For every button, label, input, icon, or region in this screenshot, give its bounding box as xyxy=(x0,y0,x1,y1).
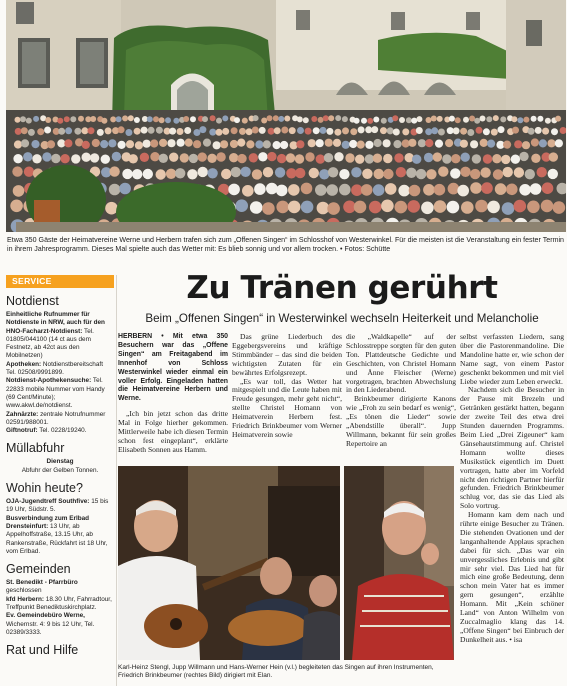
article-paragraph: Das grüne Liederbuch des Eggebergsvereins und kräftige Stimmbänder – das sind die beiden wichtigsten Zutaten für ein bewährtes Erfolgsrezept. xyxy=(232,332,342,377)
muellabfuhr-heading: Müllabfuhr xyxy=(6,441,65,456)
gemeinden-heading: Gemeinden xyxy=(6,562,71,577)
article-paragraph: die „Waldkapelle“ auf der Schlosstreppe sorgten für den guten Ton. Plattdeutsche Gedichte und Geschichten, von Christel Homann und Änne Fleischer (Werne) vorgetragen, brachten Abwechslung in den Liederabend. xyxy=(346,332,456,395)
article-subhead: Beim „Offenen Singen“ in Westerwinkel wechseln Heiterkeit und Melancholie xyxy=(145,312,539,325)
musicians-photo-caption: Karl-Heinz Stengl, Jupp Willmann und Hans-Werner Hein (v.l.) begleiteten das Singen auf ihren Instrumenten, Friedrich Brinkbeumer (rechtes Bild) dirigiert mit Elan. xyxy=(118,664,434,680)
article-paragraph: Brinkbeumer dirigierte Kanons wie „Froh zu sein bedarf es wenig“, „Es tönen die Lieder“ sowie „Abendstille überall“. Jupp Willmann, bekannt für sein großes Repertoire an xyxy=(346,394,456,448)
service-label: SERVICE xyxy=(6,275,114,288)
article-paragraph: Homann kam dem nach und rührte einige Besucher zu Tränen. Die stehenden Ovationen und der langanhaltende Applaus sprachen dabei für sich. „Das war ein unvergessliches Erlebnis und gibt mir sehr viel. Das Lied hat für mich eine große Bedeutung, denn schon mein Vater hat es immer gern gesungen“, erzählte Homann. Mit „Kein schöner Land“ von Anton Wilhelm von Zuccalmaglio klang das 14. „Offene Singen“ bei Einbruch der Dunkelheit aus. • isa xyxy=(460,510,564,644)
wohin-heute-heading: Wohin heute? xyxy=(6,481,83,496)
conductor-photo xyxy=(344,466,454,660)
wohin-heute-text: OJA-Jugendtreff Southfive: 15 bis 19 Uhr, Südstr. 5. Busverbindung zum Erlbad Drensteinfurt: 13 Uhr, ab Appelhoffstraße, 13.15 Uhr, ab Rankenstraße, Rückfahrt ist 18 Uhr, vom Erlbad. xyxy=(6,498,109,555)
gemeinden-text: St. Benedikt - Pfarrbüro geschlossen kfd Herbern: 18.30 Uhr, Fahrradtour, Treffpunkt Benediktuskirchplatz. Ev. Gemeindebüro Werne, Wichernstr. 4: 9 bis 12 Uhr, Tel. 02389/3333. xyxy=(6,579,112,636)
article-column-2 xyxy=(232,333,342,440)
article-column-4 xyxy=(460,333,564,686)
musicians-photo xyxy=(118,466,340,660)
notdienst-heading: Notdienst xyxy=(6,294,59,308)
column-divider xyxy=(116,275,117,686)
article-paragraph: „Ich bin jetzt schon das dritte Mal in Folge hierher gekommen. Mittlerweile habe ich diesen Termin schon fest eingeplant“, erklärte Elisabeth Sonnen aus Hamm. xyxy=(118,409,228,454)
muellabfuhr-text: Dienstag Abfuhr der Gelben Tonnen. xyxy=(21,458,99,474)
article-lead: HERBERN • Mit etwa 350 Besuchern war das „Offene Singen“ am Freitagabend im Innenhof von Schloss Westerwinkel wieder einmal ein voller Erfolg. Eingeladen hatten die Heimatvereine Herbern und Werne. xyxy=(118,333,228,403)
rat-und-hilfe-heading: Rat und Hilfe xyxy=(6,643,79,658)
article-headline: Zu Tränen gerührt xyxy=(186,270,498,306)
service-sidebar xyxy=(6,275,114,686)
main-photo-caption: Etwa 350 Gäste der Heimatvereine Werne und Herbern trafen sich zum „Offenen Singen“ im Schlosshof von Westerwinkel. Für die meisten ist die Veranstaltung ein fester Termin in ihrem Jahresprogramm. Dieses Mal spielte auch das Wetter mit: Es blieb sonnig und vor allem trocken. • Fotos: Schütte xyxy=(7,236,564,253)
article-column-3 xyxy=(346,333,456,449)
article-paragraph: „Es war toll, das Wetter hat mitgespielt und die Leute haben mit Freude gesungen, mehr geht nicht“, stellte Christel Homann von Heimatverein Herbern fest. Friedrich Brinkbeumer vom Werner Heimatverein sowie xyxy=(232,376,342,439)
notdienst-text: Einheitliche Rufnummer für Notdienste in NRW, auch für den HNO-Facharzt-Notdienst: Tel. 01805/044100 (14 ct aus dem Festnetz, ab 42ct aus den Mobilnetzen) Apotheken: Notdienstbereitschaft Tel. 02508/9991899. Notdienst-Apothekensuche: Tel. 22833 mobile Nummer vom Handy (69 Cent/Minute); www.akwl.de/notdienst. Zahnärzte: zentrale Notrufnummer 02591/988001. Giftnotruf: Tel. 0228/19240. xyxy=(6,311,106,435)
article-paragraph: Nachdem sich die Besucher in der Pause mit Brezeln und Getränken gestärkt hatten, begann der zweite Teil des etwa drei Stunden dauernden Programms. Beim Lied „Drei Zigeuner“ kam Gänsehautstimmung auf. Christel Homann wollte dieses Musikstück eigentlich im Duett vortragen, hatte aber im Vorfeld nicht den richtigen Partner hierfür gefunden. Friedrich Brinkbeumer schlug vor, das sie das Lied als Solo vortrug. xyxy=(460,385,564,511)
article-column-1 xyxy=(118,333,228,455)
main-photo xyxy=(6,0,566,232)
article-paragraph: selbst verfassten Liedern, sang über die Pastorenmandoline. Die Mandoline hatte er, wie schon der Name sagt, von einem Pastor geschenkt bekommen und mit viel Liebe wieder zum Leben erweckt. xyxy=(460,333,564,386)
